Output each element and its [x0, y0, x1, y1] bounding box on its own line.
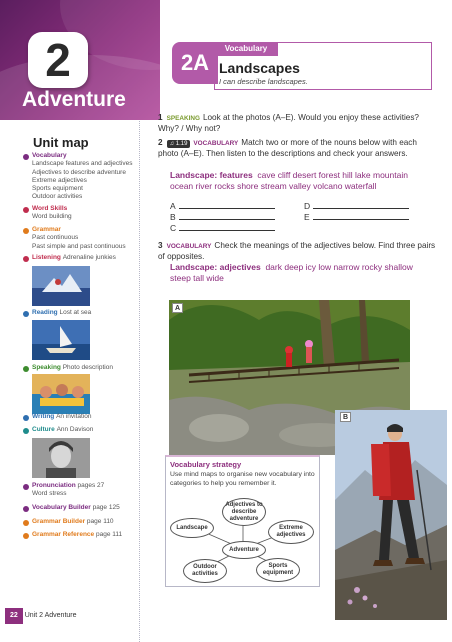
mind-map-node-adventure: Adventure [222, 541, 266, 559]
unit-map-vocabulary-builder-heading[interactable] [32, 504, 140, 512]
unit-map-item: page 110 [86, 518, 114, 525]
unit-map-vocabulary [32, 152, 140, 202]
answer-blank-e[interactable] [304, 212, 409, 222]
unit-map-item: Extreme adjectives [32, 176, 87, 184]
unit-map-vocabulary-builder [32, 504, 140, 512]
reading-thumbnail-image [32, 320, 90, 360]
lesson-title: Landscapes [219, 60, 300, 76]
page-footer [0, 608, 100, 624]
unit-map-listening-heading[interactable] [32, 254, 140, 262]
answer-letter: E [304, 212, 310, 222]
word-list-title: Landscape: adjectives [170, 262, 261, 272]
exercise-instructions: Look at the photos (A–E). Would you enjoy these activities? Why? / Why not? [158, 113, 419, 133]
unit-map-vocabulary-heading[interactable]: Vocabulary [32, 152, 140, 160]
unit-map-pronunciation-heading[interactable] [32, 482, 140, 490]
unit-map-label: Culture [32, 426, 55, 433]
exercise-3 [158, 241, 438, 262]
unit-map-culture-heading[interactable] [32, 426, 140, 434]
word-list-title: Landscape: features [170, 170, 253, 180]
unit-map-item: Photo description [62, 364, 113, 371]
unit-map-label: Reading [32, 309, 58, 316]
answer-letter: B [170, 212, 176, 222]
unit-map-label: Grammar Builder [32, 518, 86, 525]
unit-map-grammar-builder-heading[interactable] [32, 518, 140, 526]
unit-map-reading [32, 309, 140, 317]
unit-map-label: Vocabulary Builder [32, 504, 91, 511]
answer-blank-c[interactable] [170, 223, 275, 233]
audio-track-icon[interactable]: ♫ 1.19 [167, 140, 191, 148]
unit-map-item: Past continuous [32, 234, 79, 242]
unit-map-reading-heading[interactable] [32, 309, 140, 317]
unit-map-title: Unit map [33, 135, 89, 150]
unit-map-item: Adjectives to describe adventure [32, 168, 126, 176]
mind-map-node-landscape: Landscape [170, 518, 214, 538]
unit-title: Adventure [22, 88, 126, 111]
exercise-instructions: Check the meanings of the adjectives below. Find three pairs of opposites. [158, 241, 436, 261]
photo-a-label: A [172, 303, 183, 313]
unit-map-word-skills [32, 205, 140, 222]
exercise-instructions: Match two or more of the nouns below with each photo (A–E). Then listen to the descriptions and check your answers. [158, 138, 417, 158]
answer-letter: A [170, 201, 176, 211]
unit-map-writing-heading[interactable] [32, 413, 140, 421]
vocabulary-strategy-text: Use mind maps to organise new vocabulary into categories to help you remember it. [170, 471, 315, 487]
landscape-features-list [170, 170, 432, 191]
unit-map-item: An invitation [56, 413, 92, 420]
unit-map-listening [32, 254, 140, 262]
exercise-number: 2 [158, 138, 163, 147]
unit-map-item: Adrenaline junkies [62, 254, 116, 261]
unit-map-grammar-builder [32, 518, 140, 526]
footer-unit-label: Unit 2 Adventure [24, 612, 77, 619]
unit-number-badge: 2 [28, 32, 88, 88]
lesson-code-badge: 2A [172, 42, 218, 84]
lesson-skill-tag: Vocabulary [214, 42, 278, 56]
skill-label: VOCABULARY [193, 140, 239, 147]
unit-map-item: page 125 [92, 504, 120, 511]
word-list: dark deep icy low narrow rocky shallow steep tall wide [170, 262, 413, 283]
unit-map-item: Ann Davison [56, 426, 94, 433]
unit-map-label: Speaking [32, 364, 61, 371]
answer-blank-a[interactable] [170, 201, 275, 211]
unit-map-item: Lost at sea [59, 309, 92, 316]
skill-label: VOCABULARY [166, 243, 212, 250]
unit-map-speaking [32, 364, 140, 372]
speaking-thumbnail-image [32, 374, 90, 414]
mind-map-node-extreme: Extreme adjectives [268, 520, 314, 544]
answer-letter: D [304, 201, 311, 211]
unit-map-item: pages 27 [77, 482, 105, 489]
photo-b-label: B [340, 412, 351, 422]
vocabulary-strategy-title: Vocabulary strategy [170, 460, 242, 469]
unit-map-label: Pronunciation [32, 482, 76, 489]
exercise-number: 3 [158, 241, 163, 250]
unit-map-grammar [32, 226, 140, 251]
audio-track-number: 1.19 [175, 141, 188, 147]
unit-map-item: Landscape features and adjectives [32, 160, 133, 168]
landscape-adjectives-list [170, 262, 425, 283]
unit-map-item: Outdoor activities [32, 193, 83, 201]
unit-map-item: Past simple and past continuous [32, 242, 126, 250]
mind-map-node-adjectives: Adjectives to describe adventure [222, 498, 266, 526]
answer-letter: C [170, 223, 177, 233]
unit-map-label: Listening [32, 254, 61, 261]
unit-map-speaking-heading[interactable] [32, 364, 140, 372]
skill-label: SPEAKING [166, 115, 200, 122]
unit-map-grammar-heading[interactable]: Grammar [32, 226, 140, 234]
listening-thumbnail-image [32, 266, 90, 306]
word-list: cave cliff desert forest hill lake mountain ocean river rocks shore stream valley volcano waterfall [170, 170, 408, 191]
exercise-number: 1 [158, 113, 163, 122]
unit-map-writing [32, 413, 140, 421]
exercise-2 [158, 138, 438, 159]
unit-map-word-skills-heading[interactable]: Word Skills [32, 205, 140, 213]
unit-map-culture [32, 426, 140, 434]
unit-map-pronunciation [32, 482, 140, 499]
mind-map-node-outdoor: Outdoor activities [183, 559, 227, 583]
exercise-1 [158, 113, 438, 134]
unit-map-item: page 111 [95, 531, 123, 538]
page-number: 22 [5, 608, 23, 624]
culture-thumbnail-image [32, 438, 90, 478]
unit-map-label: Writing [32, 413, 55, 420]
unit-map-item: Sports equipment [32, 185, 83, 193]
photo-b-mountain-hiker [335, 410, 447, 620]
lesson-objective: I can describe landscapes. [219, 77, 308, 86]
answer-blank-b[interactable] [170, 212, 275, 222]
unit-map-grammar-reference-heading[interactable] [32, 531, 140, 539]
unit-map-item: Word stress [32, 490, 67, 498]
unit-map-item: Word building [32, 213, 72, 221]
unit-map-label: Grammar Reference [32, 531, 95, 538]
mind-map-node-sports: Sports equipment [256, 558, 300, 582]
unit-map-grammar-reference [32, 531, 140, 539]
answer-blank-d[interactable] [304, 201, 409, 211]
